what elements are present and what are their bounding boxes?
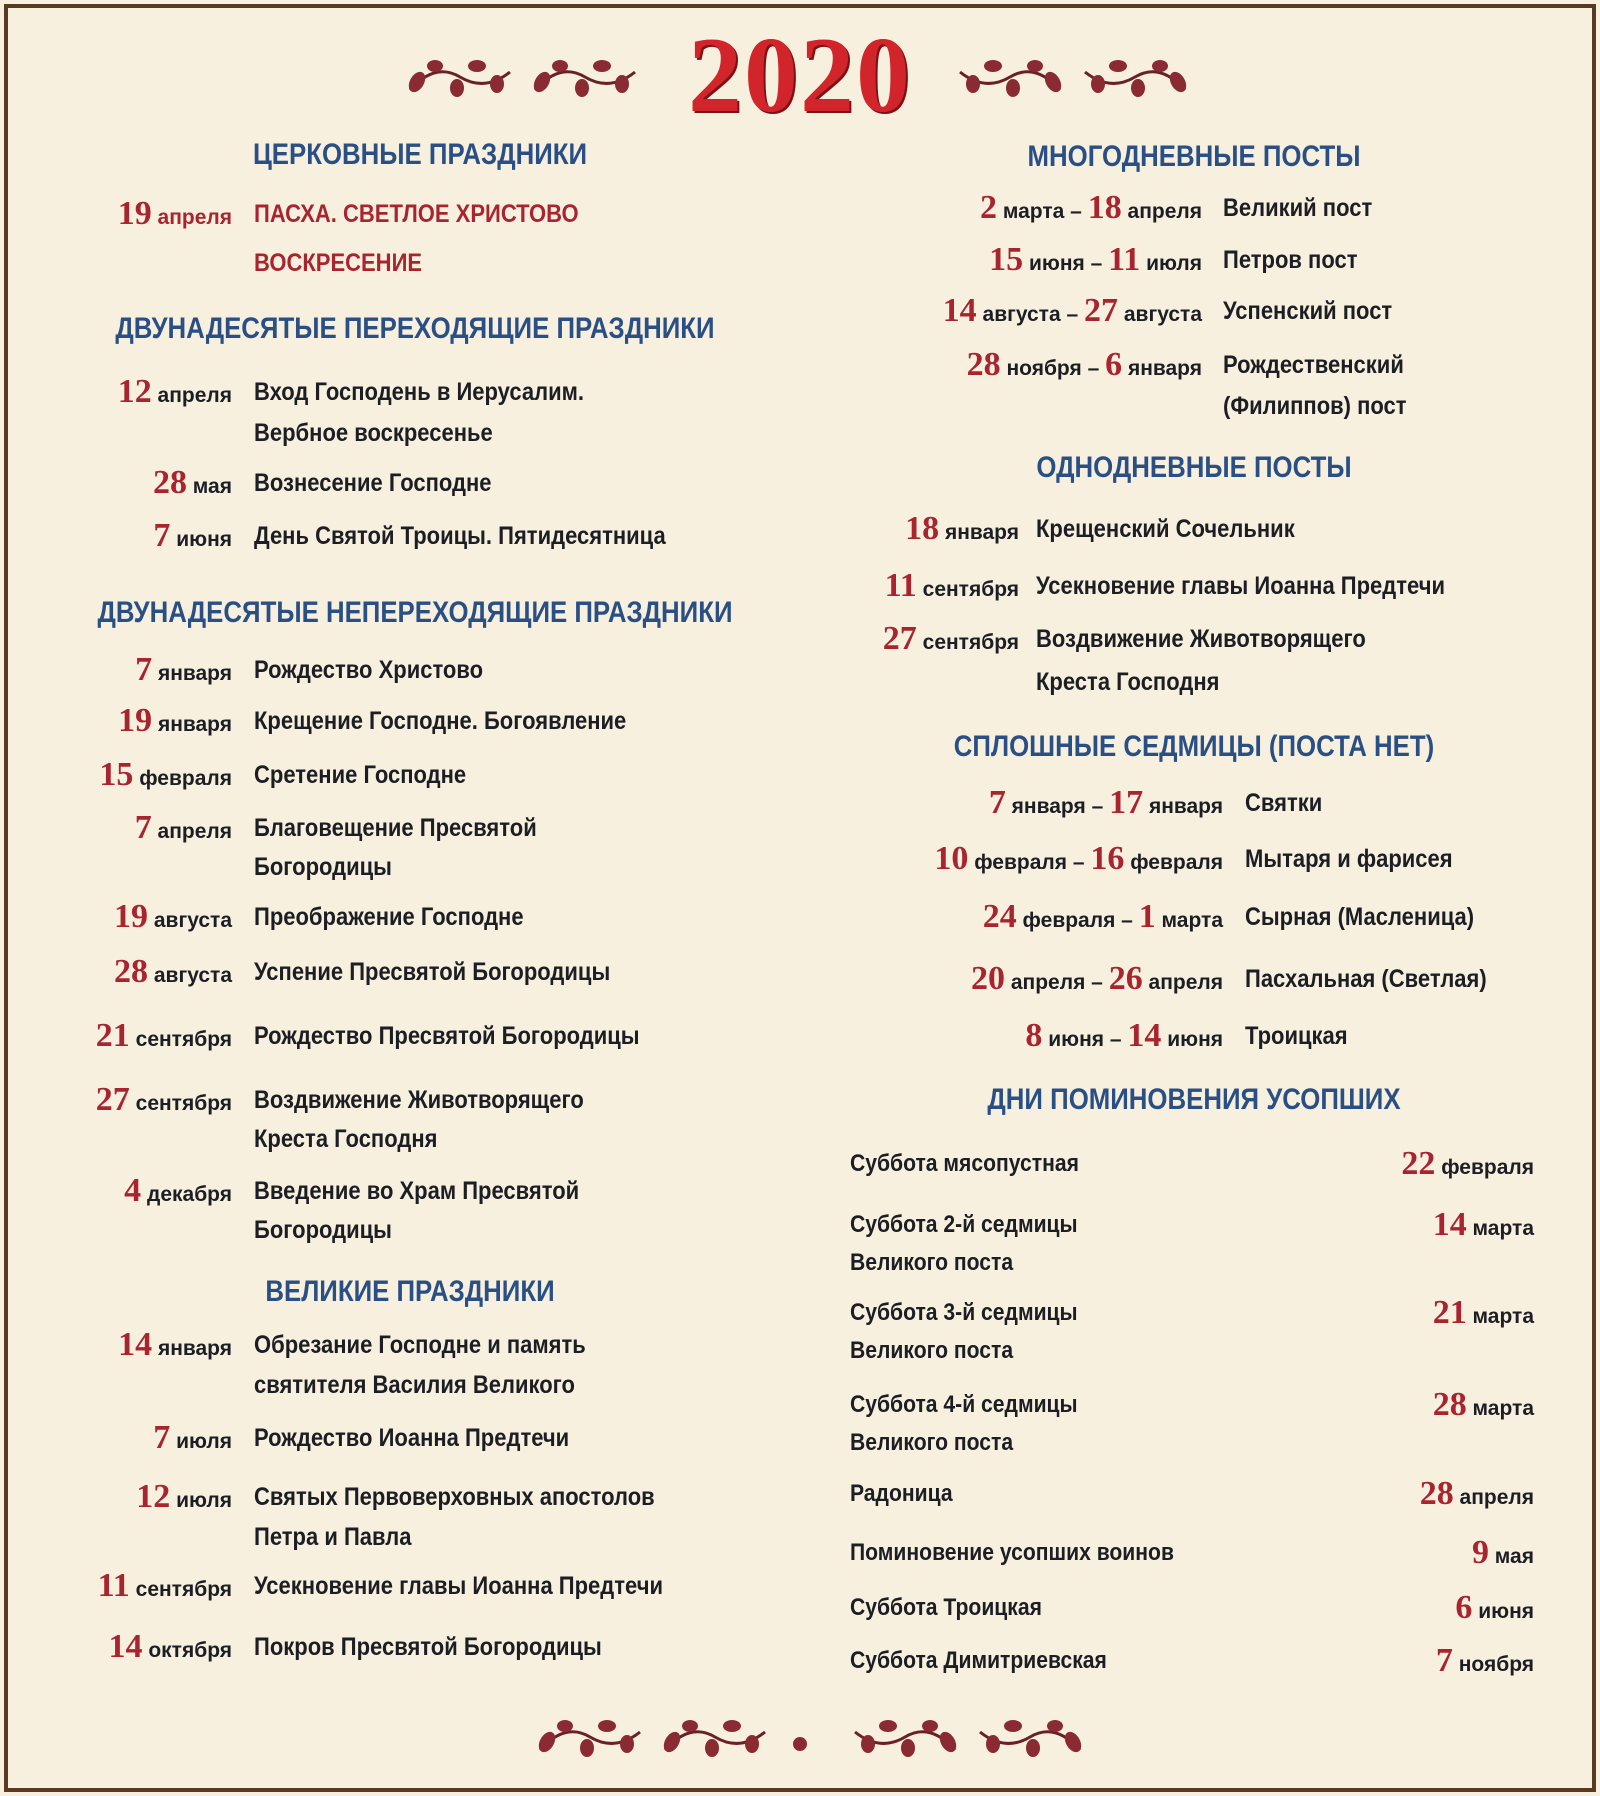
event-name: Усекновение главы Иоанна Предтечи: [254, 1572, 664, 1600]
date: [882, 620, 1019, 657]
list-item: [0, 840, 1600, 878]
date-cell: [153, 464, 232, 506]
date-month: января: [157, 662, 232, 685]
date-range: 10 февраля – 16 февраля: [934, 840, 1223, 877]
date-day: 27: [882, 620, 917, 657]
date-month: февраля: [1022, 909, 1116, 932]
date: [1108, 241, 1202, 278]
year-title: 2020: [688, 16, 912, 135]
date: [1138, 898, 1223, 935]
date-day: 21: [1432, 1294, 1467, 1331]
event-name: Успение Пресвятой Богородицы: [254, 958, 611, 986]
floral-ornament-icon: [850, 1712, 960, 1762]
date-day: 10: [934, 840, 969, 877]
floral-ornament-icon: [1080, 52, 1190, 102]
date-day: 19: [114, 898, 149, 935]
date: [988, 784, 1086, 821]
memorial-name: Поминовение усопших воинов: [850, 1539, 1174, 1566]
event-name: ВОСКРЕСЕНИЕ: [254, 249, 423, 277]
list-item: [0, 1589, 1600, 1627]
fast-name: Сырная (Масленица): [1245, 903, 1475, 931]
date-cell: [883, 620, 1019, 662]
fast-name: Рождественский: [1223, 351, 1404, 379]
date-month: июля: [176, 1489, 232, 1512]
date-month: марта: [1002, 200, 1065, 223]
date-month: марта: [1472, 1397, 1534, 1420]
date-day: 14: [1127, 1017, 1162, 1054]
date-cell: [1420, 1475, 1534, 1517]
memorial-name: Суббота 4-й седмицы: [850, 1391, 1078, 1418]
date-day: 11: [97, 1567, 130, 1604]
event-name: Крещение Господне. Богоявление: [254, 707, 627, 735]
date-month: января: [157, 1337, 232, 1360]
date: [905, 510, 1019, 547]
date-day: 12: [136, 1478, 171, 1515]
fast-name: Мытаря и фарисея: [1245, 845, 1453, 873]
date-cell: [118, 702, 232, 744]
event-name: Воздвижение Животворящего: [254, 1086, 584, 1114]
fast-name: Петров пост: [1223, 246, 1358, 274]
date-day: 6: [1105, 346, 1123, 383]
section-heading: ВЕЛИКИЕ ПРАЗДНИКИ: [265, 1275, 555, 1308]
date-month: апреля: [1459, 1486, 1534, 1509]
date-month: февраля: [1441, 1156, 1534, 1179]
event-name: Воздвижение Животворящего: [1036, 625, 1366, 653]
date-month: августа: [1123, 303, 1202, 326]
date-day: 7: [1435, 1642, 1453, 1679]
memorial-name: Великого поста: [850, 1429, 1014, 1456]
date: [95, 1081, 232, 1118]
event-name: святителя Василия Великого: [254, 1371, 575, 1399]
date-range: 7 января – 17 января: [988, 784, 1223, 821]
date-day: 19: [118, 702, 153, 739]
date-month: мая: [192, 475, 232, 498]
date-range: 8 июня – 14 июня: [1025, 1017, 1223, 1054]
memorial-name: Великого поста: [850, 1249, 1014, 1276]
date-month: сентября: [922, 631, 1019, 654]
event-name: ПАСХА. СВЕТЛОЕ ХРИСТОВО: [254, 200, 579, 228]
date-range: 24 февраля – 1 марта: [982, 898, 1223, 935]
date-cell: [1436, 1642, 1534, 1684]
date-day: 15: [989, 241, 1024, 278]
date-month: апреля: [1148, 971, 1223, 994]
date-cell: [1433, 1386, 1534, 1428]
date-month: февраля: [1130, 851, 1223, 874]
date-month: апреля: [157, 384, 232, 407]
list-item: [0, 620, 1600, 701]
date-day: 17: [1109, 784, 1144, 821]
date: [1455, 1589, 1534, 1626]
date: [1084, 292, 1202, 329]
floral-ornament-icon: [975, 1712, 1085, 1762]
date-month: января: [1148, 795, 1223, 818]
date: [1432, 1386, 1534, 1423]
date: [1419, 1475, 1534, 1512]
date-cell: [885, 567, 1019, 609]
list-item: [0, 1386, 1600, 1462]
date-month: мая: [1494, 1545, 1534, 1568]
date: [1127, 1017, 1223, 1054]
event-name: Креста Господня: [1036, 668, 1220, 696]
date-month: сентября: [135, 1092, 232, 1115]
memorial-name: Суббота Димитриевская: [850, 1647, 1107, 1674]
date: [966, 346, 1082, 383]
date: [989, 241, 1085, 278]
date-day: 7: [988, 784, 1006, 821]
fast-name: Великий пост: [1223, 194, 1373, 222]
floral-ornament-icon: [955, 52, 1065, 102]
date-day: 1: [1138, 898, 1156, 935]
floral-ornament-icon: [530, 52, 640, 102]
date-cell: [1455, 1589, 1534, 1631]
date: [1401, 1145, 1534, 1182]
date: [1090, 840, 1223, 877]
date-day: 24: [982, 898, 1017, 935]
date-month: сентября: [922, 578, 1019, 601]
memorial-name: Радоница: [850, 1480, 953, 1507]
list-item: [0, 784, 1600, 822]
event-name: Сретение Господне: [254, 761, 467, 789]
fast-name: (Филиппов) пост: [1223, 392, 1407, 420]
memorial-name: Великого поста: [850, 1337, 1014, 1364]
section-heading: ЦЕРКОВНЫЕ ПРАЗДНИКИ: [252, 138, 588, 171]
date-day: 12: [117, 373, 152, 410]
date-day: 7: [134, 809, 152, 846]
event-name: Богородицы: [254, 1216, 392, 1244]
event-name: Рождество Иоанна Предтечи: [254, 1424, 570, 1452]
event-name: Усекновение главы Иоанна Предтечи: [1036, 572, 1446, 600]
date-month: июня: [1167, 1028, 1223, 1051]
section-heading: МНОГОДНЕВНЫЕ ПОСТЫ: [1027, 140, 1361, 173]
date-day: 15: [99, 756, 134, 793]
date: [1109, 784, 1223, 821]
date-cell: [1433, 1206, 1534, 1248]
date: [884, 567, 1019, 604]
date-day: 7: [135, 651, 153, 688]
event-name: Вербное воскресенье: [254, 419, 493, 447]
date-month: июля: [176, 1430, 232, 1453]
date-month: апреля: [157, 820, 232, 843]
list-item: [0, 898, 1600, 936]
section-heading: ДНИ ПОМИНОВЕНИЯ УСОПШИХ: [987, 1083, 1401, 1116]
date-range: 14 августа – 27 августа: [942, 292, 1202, 329]
floral-ornament-icon: [535, 1712, 645, 1762]
date-month: февраля: [974, 851, 1067, 874]
date-month: сентября: [135, 1028, 232, 1051]
date: [118, 702, 232, 739]
date-month: июня: [1478, 1600, 1534, 1623]
list-item: [0, 1475, 1600, 1513]
date-day: 14: [108, 1628, 143, 1665]
event-name: Вход Господень в Иерусалим.: [254, 378, 584, 406]
date-month: сентября: [135, 1578, 232, 1601]
date-day: 18: [905, 510, 940, 547]
date: [942, 292, 1061, 329]
event-name: Петра и Павла: [254, 1523, 412, 1551]
date-month: октября: [148, 1639, 232, 1662]
memorial-name: Суббота Троицкая: [850, 1594, 1042, 1621]
date-month: ноября: [1458, 1653, 1534, 1676]
date-day: 2: [980, 189, 998, 226]
list-item: [0, 1642, 1600, 1680]
date-month: апреля: [1127, 200, 1202, 223]
date: [1471, 1534, 1534, 1571]
date-day: 16: [1090, 840, 1125, 877]
date-cell: [905, 510, 1019, 552]
date-month: августа: [982, 303, 1061, 326]
event-name: Богородицы: [254, 853, 392, 881]
date: [1108, 960, 1223, 997]
memorial-name: Суббота мясопустная: [850, 1150, 1079, 1177]
date-day: 28: [152, 464, 187, 501]
list-item: [0, 960, 1600, 998]
date-cell: [1401, 1145, 1534, 1187]
event-name: Обрезание Господне и память: [254, 1331, 586, 1359]
date-month: августа: [153, 909, 232, 932]
list-item: [0, 567, 1600, 605]
fast-name: Успенский пост: [1223, 297, 1393, 325]
list-item: [0, 1534, 1600, 1572]
memorial-name: Суббота 3-й седмицы: [850, 1299, 1078, 1326]
event-name: День Святой Троицы. Пятидесятница: [254, 522, 666, 550]
date-day: 6: [1455, 1589, 1473, 1626]
date-day: 4: [124, 1172, 142, 1209]
date-day: 26: [1108, 960, 1143, 997]
date-range: 28 ноября – 6 января: [966, 346, 1202, 383]
date-day: 11: [884, 567, 917, 604]
section-heading: ДВУНАДЕСЯТЫЕ НЕПЕРЕХОДЯЩИЕ ПРАЗДНИКИ: [97, 596, 733, 629]
date-month: января: [944, 521, 1019, 544]
floral-ornament-icon: [660, 1712, 770, 1762]
fast-name: Святки: [1245, 789, 1323, 817]
date-day: 22: [1401, 1145, 1436, 1182]
section-heading: СПЛОШНЫЕ СЕДМИЦЫ (ПОСТА НЕТ): [953, 730, 1435, 763]
event-name: Креста Господня: [254, 1125, 438, 1153]
event-name: Рождество Христово: [254, 656, 484, 684]
date-day: 7: [153, 517, 171, 554]
date-month: ноября: [1006, 357, 1082, 380]
event-name: Крещенский Сочельник: [1036, 515, 1295, 543]
date-day: 18: [1087, 189, 1122, 226]
list-item: [0, 1294, 1600, 1370]
date-day: 28: [114, 953, 149, 990]
list-item: [0, 189, 1600, 227]
date-month: марта: [1472, 1305, 1534, 1328]
date-cell: [96, 1081, 232, 1123]
date-day: 28: [1432, 1386, 1467, 1423]
date-day: 21: [95, 1017, 130, 1054]
event-name: Благовещение Пресвятой: [254, 814, 537, 842]
date-month: января: [157, 713, 232, 736]
event-name: Рождество Пресвятой Богородицы: [254, 1022, 640, 1050]
fast-name: Троицкая: [1245, 1022, 1348, 1050]
list-item: [0, 241, 1600, 279]
list-item: [0, 1206, 1600, 1282]
date: [1432, 1206, 1534, 1243]
date-month: апреля: [157, 206, 232, 229]
fast-name: Пасхальная (Светлая): [1245, 965, 1487, 993]
date-month: января: [1011, 795, 1086, 818]
date: [1435, 1642, 1534, 1679]
date-cell: [1472, 1534, 1534, 1576]
date-cell: [1433, 1294, 1534, 1336]
date-day: 27: [1084, 292, 1119, 329]
list-item: [0, 510, 1600, 548]
section-heading: ОДНОДНЕВНЫЕ ПОСТЫ: [1036, 451, 1352, 484]
date: [1025, 1017, 1105, 1054]
list-item: [0, 1145, 1600, 1183]
date-month: марта: [1472, 1217, 1534, 1240]
date-month: августа: [153, 964, 232, 987]
memorial-name: Суббота 2-й седмицы: [850, 1211, 1078, 1238]
date-month: февраля: [139, 767, 232, 790]
date-day: 28: [966, 346, 1001, 383]
date-range: 2 марта – 18 апреля: [980, 189, 1202, 226]
date-range: 20 апреля – 26 апреля: [971, 960, 1223, 997]
date-day: 14: [942, 292, 977, 329]
date: [1105, 346, 1202, 383]
date-range: 15 июня – 11 июля: [989, 241, 1202, 278]
date-month: марта: [1161, 909, 1223, 932]
event-name: Преображение Господне: [254, 903, 524, 931]
date-month: июня: [176, 528, 232, 551]
section-heading: ДВУНАДЕСЯТЫЕ ПЕРЕХОДЯЩИЕ ПРАЗДНИКИ: [115, 312, 715, 345]
date-month: апреля: [1010, 971, 1086, 994]
date-day: 7: [153, 1419, 171, 1456]
date-month: июля: [1146, 252, 1202, 275]
date-day: 28: [1419, 1475, 1454, 1512]
date: [934, 840, 1067, 877]
date-month: июня: [1028, 252, 1085, 275]
date-day: 27: [95, 1081, 130, 1118]
date: [152, 464, 232, 501]
event-name: Введение во Храм Пресвятой: [254, 1177, 580, 1205]
date: [124, 1172, 232, 1209]
list-item: [0, 346, 1600, 425]
date-month: декабря: [147, 1183, 232, 1206]
date: [971, 960, 1086, 997]
date-day: 8: [1025, 1017, 1043, 1054]
date-month: июня: [1048, 1028, 1105, 1051]
date-day: 14: [1432, 1206, 1467, 1243]
ornament-dot-icon: [793, 1737, 807, 1751]
date: [1432, 1294, 1534, 1331]
date-day: 9: [1471, 1534, 1489, 1571]
date-day: 14: [118, 1326, 153, 1363]
date-month: января: [1127, 357, 1202, 380]
date-day: 11: [1108, 241, 1141, 278]
event-name: Святых Первоверховных апостолов: [254, 1483, 655, 1511]
floral-ornament-icon: [405, 52, 515, 102]
list-item: [0, 1017, 1600, 1055]
date: [980, 189, 1065, 226]
event-name: Вознесение Господне: [254, 469, 492, 497]
date-day: 19: [117, 195, 152, 232]
list-item: [0, 292, 1600, 330]
date-day: 20: [971, 960, 1006, 997]
event-name: Покров Пресвятой Богородицы: [254, 1633, 602, 1661]
